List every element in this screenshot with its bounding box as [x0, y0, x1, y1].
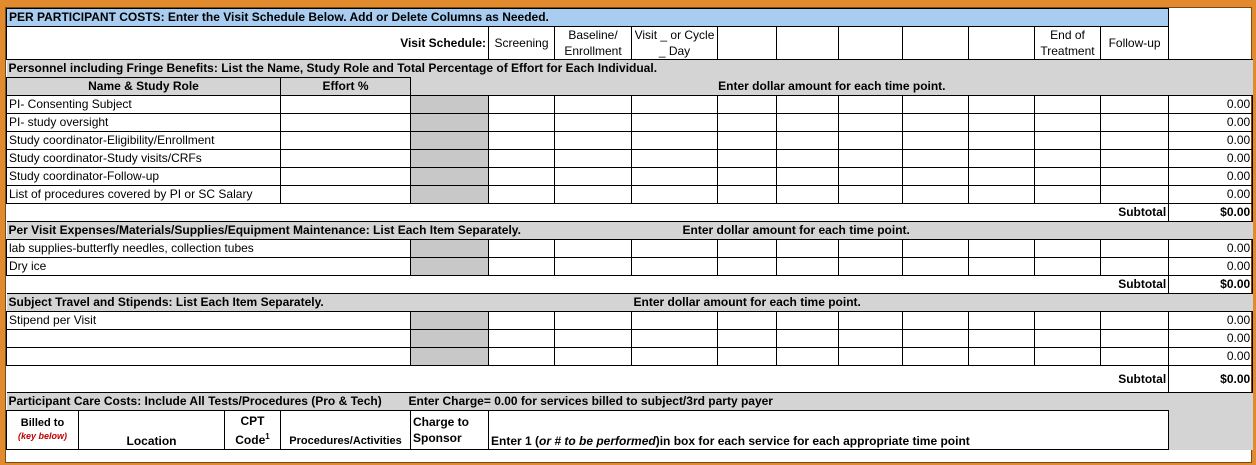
amount-cell[interactable]	[718, 330, 777, 348]
amount-cell[interactable]	[718, 186, 777, 204]
amount-cell[interactable]	[632, 114, 718, 132]
amount-cell[interactable]	[1101, 312, 1169, 330]
amount-cell[interactable]	[777, 330, 839, 348]
amount-cell[interactable]	[903, 168, 969, 186]
procedures-header: Procedures/Activities	[281, 411, 411, 450]
enter-dollar-label: Enter dollar amount for each time point.	[411, 78, 1253, 96]
shaded-cell	[411, 150, 489, 168]
amount-cell[interactable]	[839, 150, 903, 168]
row-label[interactable]: Dry ice	[7, 258, 411, 276]
table-row	[7, 312, 1253, 330]
row-total: 0.00	[1169, 114, 1253, 132]
amount-cell[interactable]	[632, 348, 718, 366]
amount-cell[interactable]	[777, 348, 839, 366]
amount-cell[interactable]	[555, 168, 632, 186]
amount-cell[interactable]	[777, 312, 839, 330]
subtotal-label: Subtotal	[1118, 277, 1167, 291]
row-total: 0.00	[1169, 312, 1253, 330]
amount-cell[interactable]	[969, 150, 1035, 168]
amount-cell[interactable]	[489, 186, 555, 204]
amount-cell[interactable]	[903, 312, 969, 330]
amount-cell[interactable]	[632, 258, 718, 276]
amount-cell[interactable]	[777, 96, 839, 114]
amount-cell[interactable]	[718, 240, 777, 258]
table-row	[7, 96, 1253, 114]
table-row	[7, 240, 1253, 258]
amount-cell[interactable]	[718, 114, 777, 132]
shaded-cell	[411, 330, 489, 348]
amount-cell[interactable]	[718, 168, 777, 186]
visit-column-header[interactable]: End of Treatment	[1035, 27, 1101, 60]
amount-cell[interactable]	[969, 168, 1035, 186]
shaded-cell	[411, 348, 489, 366]
amount-cell[interactable]	[718, 348, 777, 366]
amount-cell[interactable]	[632, 186, 718, 204]
amount-cell[interactable]	[903, 114, 969, 132]
amount-cell[interactable]	[839, 186, 903, 204]
amount-cell[interactable]	[555, 258, 632, 276]
subtotal-label: Subtotal	[1118, 205, 1167, 219]
row-total: 0.00	[1169, 258, 1253, 276]
shaded-cell	[411, 132, 489, 150]
billed-to-header	[7, 411, 79, 450]
shaded-cell	[411, 258, 489, 276]
shaded-cell	[411, 312, 489, 330]
subtotal-value: $0.00	[1169, 204, 1253, 222]
row-label[interactable]: List of procedures covered by PI or SC Salary	[7, 186, 281, 204]
row-total: 0.00	[1169, 348, 1253, 366]
amount-cell[interactable]	[969, 96, 1035, 114]
amount-cell[interactable]	[1035, 348, 1101, 366]
amount-cell[interactable]	[1035, 132, 1101, 150]
amount-cell[interactable]	[718, 96, 777, 114]
amount-cell[interactable]	[489, 240, 555, 258]
visit-column-header[interactable]: Screening	[489, 27, 555, 60]
amount-cell[interactable]	[1101, 348, 1169, 366]
visit-column-header[interactable]: Follow-up	[1101, 27, 1169, 60]
cost-banner: PER PARTICIPANT COSTS: Enter the Visit Schedule Below. Add or Delete Columns as Needed.	[7, 9, 1169, 27]
row-label[interactable]: lab supplies-butterfly needles, collection tubes	[7, 240, 411, 258]
amount-cell[interactable]	[903, 240, 969, 258]
subtotal-value: $0.00	[1169, 276, 1253, 294]
amount-cell[interactable]	[632, 168, 718, 186]
visit-column-header[interactable]	[718, 27, 777, 60]
effort-cell[interactable]	[281, 132, 411, 150]
amount-cell[interactable]	[903, 150, 969, 168]
enter-dollar-label: Enter dollar amount for each time point.	[632, 294, 1253, 312]
row-total: 0.00	[1169, 240, 1253, 258]
amount-cell[interactable]	[555, 330, 632, 348]
visit-expenses-heading: Per Visit Expenses/Materials/Supplies/Equipment Maintenance: List Each Item Separately.	[7, 222, 839, 240]
visit-column-header[interactable]	[777, 27, 839, 60]
amount-cell[interactable]	[1101, 168, 1169, 186]
billed-to-label: Billed to	[20, 417, 65, 429]
table-row	[7, 258, 1253, 276]
amount-cell[interactable]	[1101, 132, 1169, 150]
name-role-header: Name & Study Role	[7, 78, 281, 96]
amount-cell[interactable]	[555, 186, 632, 204]
amount-cell[interactable]	[718, 132, 777, 150]
row-total: 0.00	[1169, 96, 1253, 114]
amount-cell[interactable]	[839, 96, 903, 114]
row-label[interactable]: Study coordinator-Follow-up	[7, 168, 281, 186]
amount-cell[interactable]	[777, 240, 839, 258]
row-total: 0.00	[1169, 168, 1253, 186]
amount-cell[interactable]	[777, 186, 839, 204]
amount-cell[interactable]	[632, 312, 718, 330]
amount-cell[interactable]	[1035, 168, 1101, 186]
row-total: 0.00	[1169, 186, 1253, 204]
amount-cell[interactable]	[489, 150, 555, 168]
shaded-cell	[411, 168, 489, 186]
amount-cell[interactable]	[1035, 114, 1101, 132]
amount-cell[interactable]	[555, 150, 632, 168]
shaded-cell	[411, 96, 489, 114]
amount-cell[interactable]	[777, 114, 839, 132]
row-label[interactable]: PI- study oversight	[7, 114, 281, 132]
amount-cell[interactable]	[718, 150, 777, 168]
amount-cell[interactable]	[777, 168, 839, 186]
effort-header: Effort %	[281, 78, 411, 96]
amount-cell[interactable]	[839, 168, 903, 186]
personnel-heading: Personnel including Fringe Benefits: List the Name, Study Role and Total Percentage of Effort for Each Individual.	[7, 60, 1253, 78]
amount-cell[interactable]	[555, 114, 632, 132]
spreadsheet-frame	[5, 7, 1252, 463]
visit-column-header[interactable]	[969, 27, 1035, 60]
cpt-footnote: 1	[265, 431, 270, 441]
amount-cell[interactable]	[777, 132, 839, 150]
amount-cell[interactable]	[1101, 96, 1169, 114]
shaded-cell	[411, 186, 489, 204]
amount-cell[interactable]	[489, 312, 555, 330]
amount-cell[interactable]	[489, 330, 555, 348]
key-below-note: (key below)	[17, 431, 67, 441]
amount-cell[interactable]	[969, 258, 1035, 276]
amount-cell[interactable]	[839, 258, 903, 276]
amount-cell[interactable]	[903, 258, 969, 276]
table-row	[7, 114, 1253, 132]
amount-cell[interactable]	[555, 240, 632, 258]
row-total: 0.00	[1169, 150, 1253, 168]
table-row	[7, 348, 1253, 366]
amount-cell[interactable]	[1101, 114, 1169, 132]
care-costs-heading: Participant Care Costs: Include All Tests/Procedures (Pro & Tech)	[7, 393, 555, 411]
amount-cell[interactable]	[969, 348, 1035, 366]
row-label[interactable]: Study coordinator-Study visits/CRFs	[7, 150, 281, 168]
amount-cell[interactable]	[969, 330, 1035, 348]
amount-cell[interactable]	[777, 150, 839, 168]
amount-cell[interactable]	[1035, 96, 1101, 114]
amount-cell[interactable]	[555, 96, 632, 114]
shaded-cell	[411, 114, 489, 132]
visit-column-header[interactable]: Baseline/ Enrollment	[555, 27, 632, 60]
charge-to-sponsor-header: Charge to Sponsor	[411, 411, 489, 450]
amount-cell[interactable]	[1101, 240, 1169, 258]
amount-cell[interactable]	[839, 330, 903, 348]
table-row	[7, 330, 1253, 348]
row-total: 0.00	[1169, 330, 1253, 348]
amount-cell[interactable]	[489, 96, 555, 114]
amount-cell[interactable]	[777, 258, 839, 276]
row-label[interactable]: PI- Consenting Subject	[7, 96, 281, 114]
amount-cell[interactable]	[1101, 150, 1169, 168]
effort-cell[interactable]	[281, 114, 411, 132]
amount-cell[interactable]	[489, 114, 555, 132]
amount-cell[interactable]	[718, 312, 777, 330]
amount-cell[interactable]	[903, 186, 969, 204]
table-row	[7, 168, 1253, 186]
amount-cell[interactable]	[839, 312, 903, 330]
amount-cell[interactable]	[718, 258, 777, 276]
enter-dollar-label: Enter dollar amount for each time point.	[682, 223, 910, 237]
amount-cell[interactable]	[839, 114, 903, 132]
row-label[interactable]: Study coordinator-Eligibility/Enrollment	[7, 132, 281, 150]
amount-cell[interactable]	[489, 168, 555, 186]
amount-cell[interactable]	[555, 348, 632, 366]
cpt-code-label: CPT Code	[235, 413, 266, 447]
row-label[interactable]	[7, 348, 411, 366]
amount-cell[interactable]	[969, 114, 1035, 132]
visit-column-header[interactable]	[839, 27, 903, 60]
effort-cell[interactable]	[281, 96, 411, 114]
amount-cell[interactable]	[839, 348, 903, 366]
subtotal-value: $0.00	[1169, 366, 1253, 393]
row-label[interactable]	[7, 330, 411, 348]
visit-column-header[interactable]	[903, 27, 969, 60]
effort-cell[interactable]	[281, 150, 411, 168]
amount-cell[interactable]	[555, 132, 632, 150]
table-row	[7, 150, 1253, 168]
amount-cell[interactable]	[903, 348, 969, 366]
amount-cell[interactable]	[1035, 150, 1101, 168]
enter-instruction: Enter 1 (or # to be performed)in box for each service for each appropriate time point	[489, 411, 1169, 450]
amount-cell[interactable]	[1101, 330, 1169, 348]
amount-cell[interactable]	[839, 240, 903, 258]
amount-cell[interactable]	[1035, 240, 1101, 258]
amount-cell[interactable]	[1035, 312, 1101, 330]
subtotal-label: Subtotal	[1118, 371, 1167, 386]
amount-cell[interactable]	[555, 312, 632, 330]
amount-cell[interactable]	[632, 240, 718, 258]
row-label[interactable]: Stipend per Visit	[7, 312, 411, 330]
amount-cell[interactable]	[1035, 186, 1101, 204]
shaded-cell	[411, 240, 489, 258]
charge-note: Enter Charge= 0.00 for services billed to subject/3rd party payer	[408, 394, 773, 408]
amount-cell[interactable]	[969, 240, 1035, 258]
amount-cell[interactable]	[969, 132, 1035, 150]
travel-heading: Subject Travel and Stipends: List Each Item Separately.	[7, 294, 632, 312]
amount-cell[interactable]	[969, 186, 1035, 204]
amount-cell[interactable]	[969, 312, 1035, 330]
cpt-code-header	[225, 411, 281, 450]
visit-schedule-label: Visit Schedule:	[7, 27, 489, 60]
amount-cell[interactable]	[632, 150, 718, 168]
location-header: Location	[79, 411, 225, 450]
table-row	[7, 132, 1253, 150]
amount-cell[interactable]	[632, 96, 718, 114]
amount-cell[interactable]	[903, 132, 969, 150]
amount-cell[interactable]	[903, 330, 969, 348]
amount-cell[interactable]	[632, 132, 718, 150]
amount-cell[interactable]	[839, 132, 903, 150]
budget-sheet	[6, 8, 1253, 450]
amount-cell[interactable]	[903, 96, 969, 114]
row-total: 0.00	[1169, 132, 1253, 150]
amount-cell[interactable]	[1035, 258, 1101, 276]
amount-cell[interactable]	[489, 348, 555, 366]
amount-cell[interactable]	[1035, 330, 1101, 348]
table-row	[7, 186, 1253, 204]
amount-cell[interactable]	[489, 258, 555, 276]
effort-cell[interactable]	[281, 168, 411, 186]
amount-cell[interactable]	[489, 132, 555, 150]
amount-cell[interactable]	[1101, 258, 1169, 276]
visit-column-header[interactable]: Visit _ or Cycle _ Day	[632, 27, 718, 60]
effort-cell[interactable]	[281, 186, 411, 204]
amount-cell[interactable]	[632, 330, 718, 348]
amount-cell[interactable]	[1101, 186, 1169, 204]
